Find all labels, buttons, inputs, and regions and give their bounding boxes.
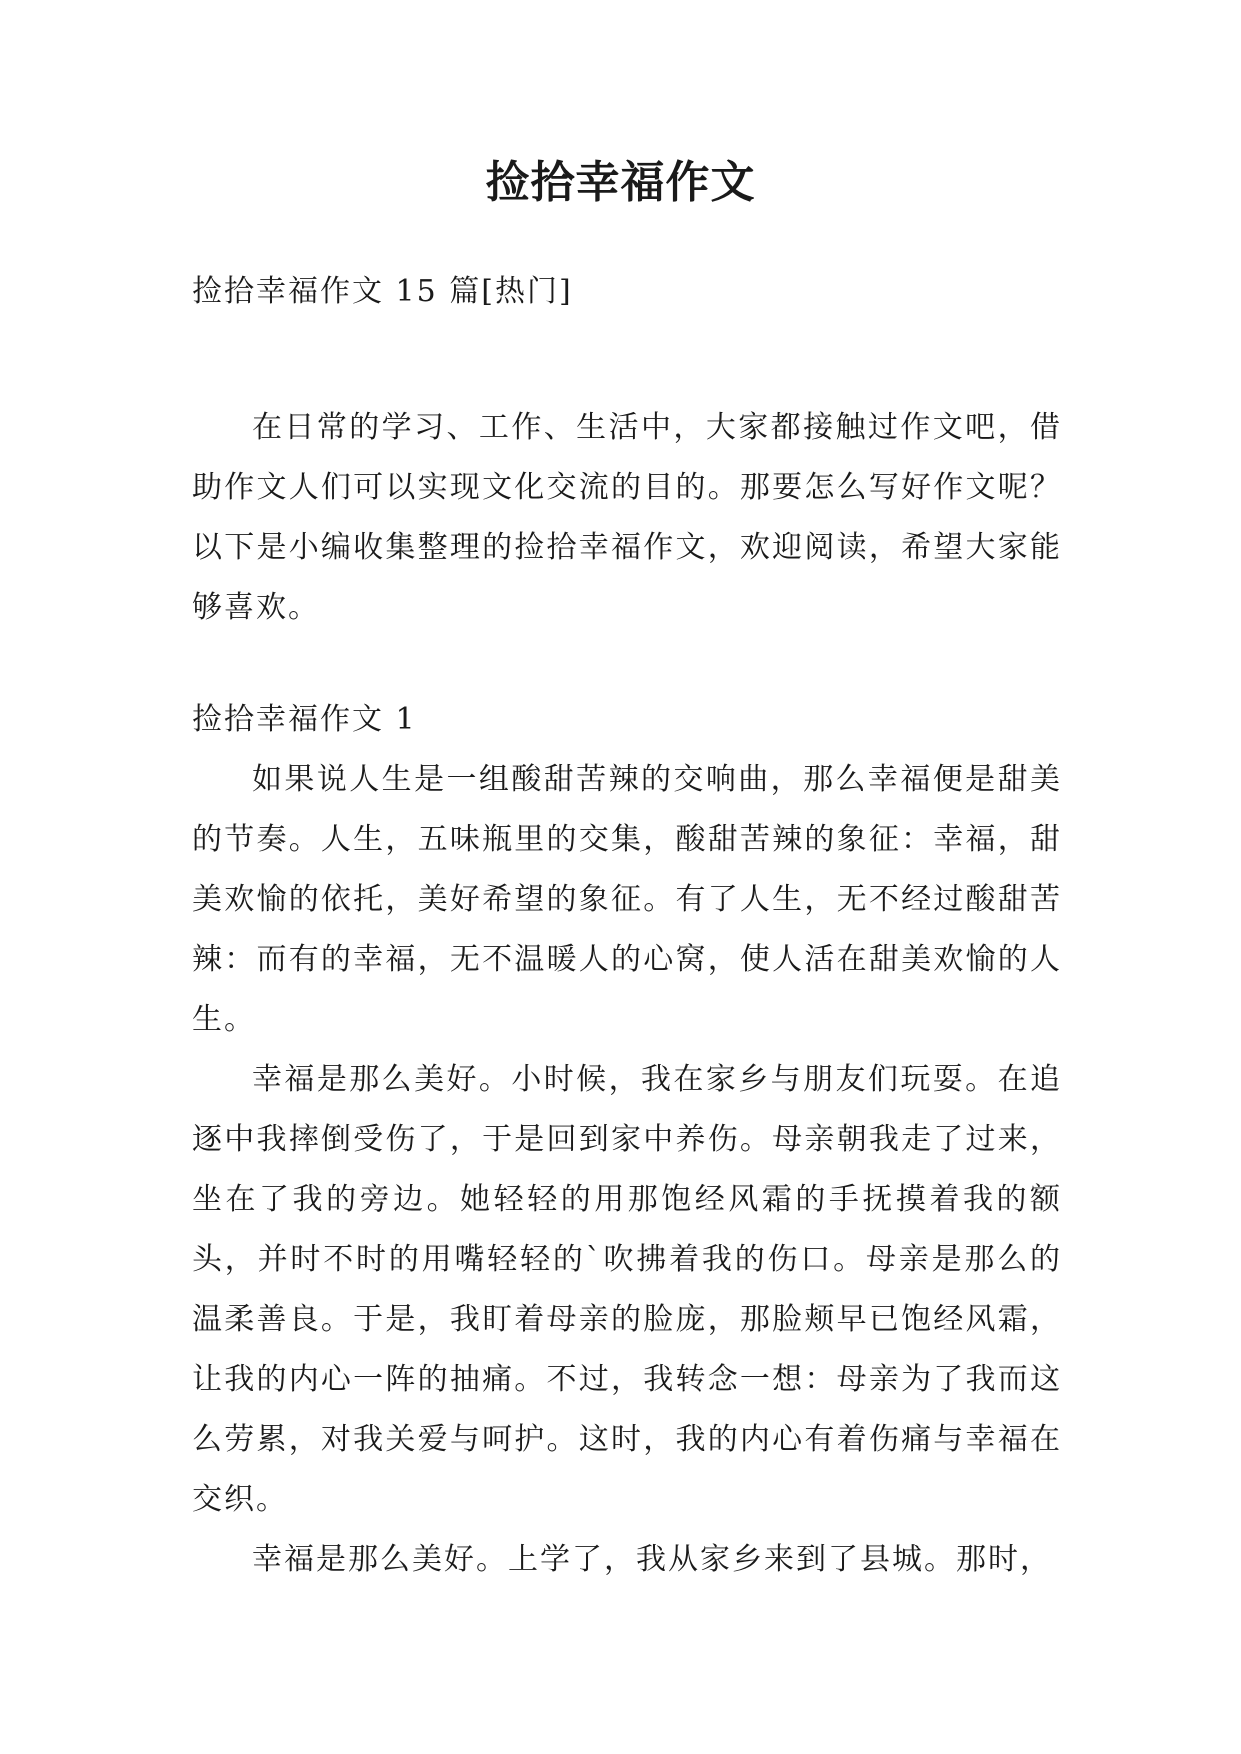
intro-paragraph: 在日常的学习、工作、生活中，大家都接触过作文吧，借助作文人们可以实现文化交流的目的。那要怎么写好作文呢？以下是小编收集整理的捡拾幸福作文，欢迎阅读，希望大家能够喜欢。: [192, 410, 1062, 625]
section-heading: 捡拾幸福作文 1: [192, 702, 417, 737]
document-title: 捡拾幸福作文: [485, 157, 756, 208]
document-subtitle: 捡拾幸福作文 15 篇[热门]: [192, 274, 573, 309]
body-paragraph: 幸福是那么美好。小时候，我在家乡与朋友们玩耍。在追逐中我摔倒受伤了，于是回到家中养伤。母亲朝我走了过来，坐在了我的旁边。她轻轻的用那饱经风霜的手抚摸着我的额头，并时不时的用嘴轻轻的`吹拂着我的伤口。母亲是那么的温柔善良。于是，我盯着母亲的脸庞，那脸颊早已饱经风霜，让我的内心一阵的抽痛。不过，我转念一想：母亲为了我而这么劳累，对我关爱与呵护。这时，我的内心有着伤痛与幸福在交织。: [192, 1062, 1062, 1517]
body-paragraph: 幸福是那么美好。上学了，我从家乡来到了县城。那时，: [252, 1542, 1052, 1577]
document-body: [192, 262, 1062, 1590]
body-paragraph: 如果说人生是一组酸甜苦辣的交响曲，那么幸福便是甜美的节奏。人生，五味瓶里的交集，酸甜苦辣的象征：幸福，甜美欢愉的依托，美好希望的象征。有了人生，无不经过酸甜苦辣：而有的幸福，无不温暖人的心窝，使人活在甜美欢愉的人生。: [192, 762, 1062, 1037]
